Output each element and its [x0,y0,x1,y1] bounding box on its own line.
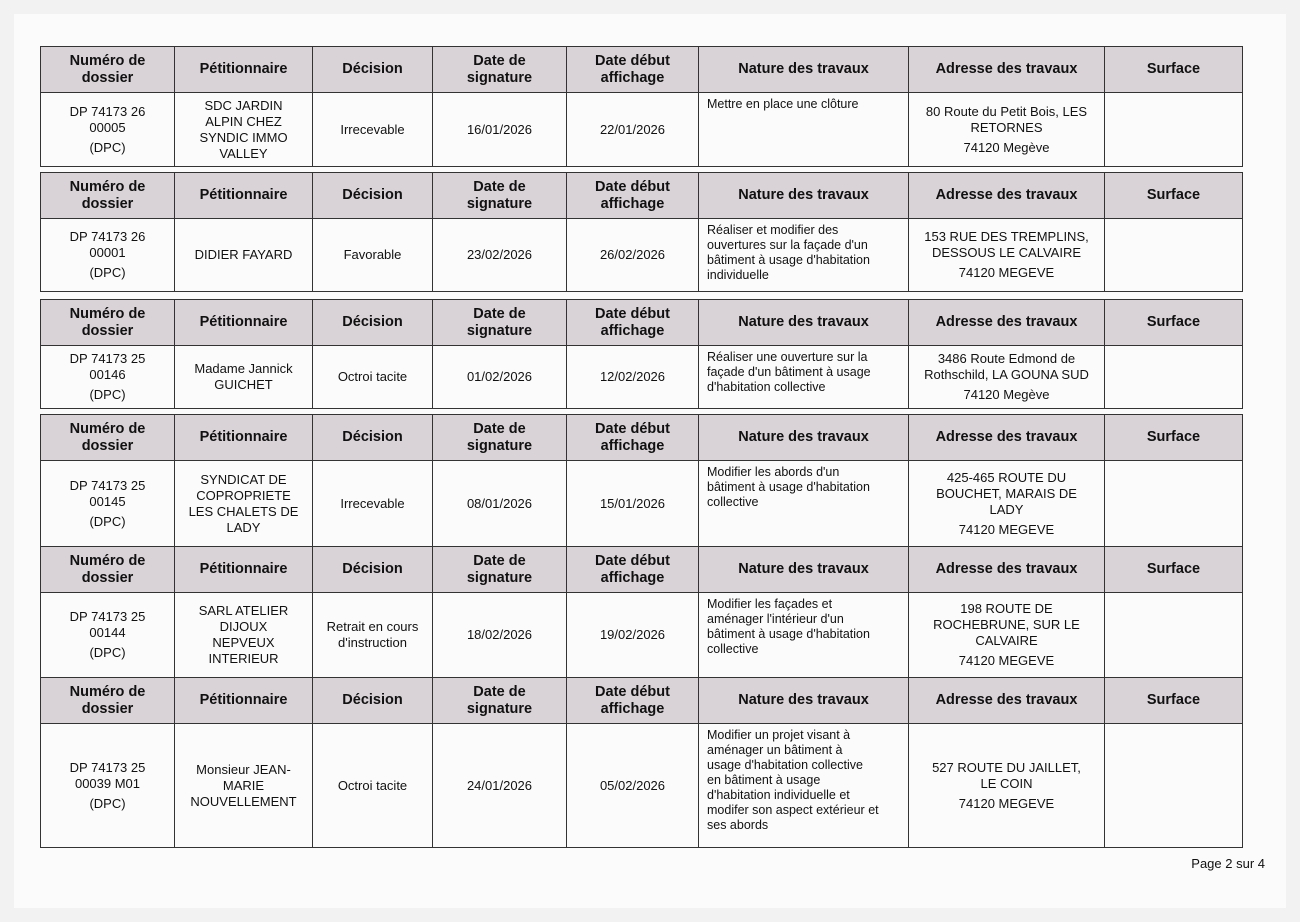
nature-travaux-line: Réaliser et modifier des [707,223,839,237]
table-header-row [41,300,1243,346]
nature-travaux-line: en bâtiment à usage [707,773,821,787]
header-label: Pétitionnaire [199,314,288,330]
header-date-affichage [567,173,699,219]
petitionnaire-line: SDC JARDIN [204,97,283,113]
dossier-number-line: DP 74173 26 [69,103,146,119]
decision-line: Favorable [343,247,402,262]
date-signature: 08/01/2026 [433,461,567,547]
header-date-signature [433,47,567,93]
adresse-travaux [909,461,1105,547]
nature-travaux-line: bâtiment à usage d'habitation [707,627,870,641]
petitionnaire-line: SYNDIC IMMO [199,129,288,145]
header-label: Adresse des travaux [935,61,1078,77]
header-label: Adresse des travaux [935,187,1078,203]
nature-travaux-line: Modifier les façades et [707,597,833,611]
nature-travaux-line: ses abords [707,818,769,832]
permit-record-table [40,677,1243,848]
dossier-number [41,461,175,547]
nature-travaux-line: ouvertures sur la façade d'un [707,238,868,252]
header-label: dossier [81,569,134,586]
decision-line: Irrecevable [340,495,405,511]
header-label: Date de [473,52,526,69]
header-label: affichage [600,322,665,339]
table-row [41,724,1243,848]
header-decision [313,547,433,593]
date-affichage: 05/02/2026 [567,724,699,848]
table-row [41,593,1243,678]
header-date-signature [433,415,567,461]
dossier-number-line: DP 74173 25 [69,759,146,775]
header-label: Surface [1146,187,1201,203]
header-label: affichage [600,195,665,212]
decision [313,93,433,167]
header-petitionnaire [175,547,313,593]
header-label: Nature des travaux [738,692,869,708]
petitionnaire-line: DIDIER FAYARD [194,247,293,262]
date-signature: 01/02/2026 [433,346,567,409]
header-numero-dossier [41,173,175,219]
table-row [41,219,1243,292]
dossier-number-line: 00144 [89,625,126,640]
table-header-row [41,47,1243,93]
header-label: dossier [81,195,134,212]
dossier-number-line: DP 74173 25 [69,351,146,366]
header-label: Surface [1146,692,1201,708]
dossier-type: (DPC) [89,513,126,529]
adresse-city: 74120 MEGEVE [958,795,1055,811]
date-signature: 16/01/2026 [433,93,567,167]
adresse-line: LADY [989,501,1024,517]
petitionnaire-line: Monsieur JEAN- [196,761,291,777]
header-label: Décision [342,692,403,708]
header-label: Date début [595,420,670,437]
nature-travaux-line: modifer son aspect extérieur et [707,803,879,817]
decision-line: Octroi tacite [337,777,408,793]
surface [1105,461,1243,547]
header-label: signature [466,437,533,454]
header-surface [1105,47,1243,93]
header-label: Date de [473,178,526,195]
surface [1105,219,1243,292]
decision [313,593,433,678]
nature-travaux-line: Mettre en place une clôture [707,97,859,111]
date-affichage: 12/02/2026 [567,346,699,409]
nature-travaux-line: collective [707,642,759,656]
header-label: Numéro de [69,52,146,69]
header-label: Décision [342,561,403,577]
header-numero-dossier [41,300,175,346]
adresse-line: RETORNES [970,119,1043,135]
header-label: Pétitionnaire [199,561,288,577]
header-label: dossier [81,437,134,454]
header-label: Adresse des travaux [935,314,1078,330]
header-adresse-travaux [909,547,1105,593]
header-label: Décision [342,61,403,77]
header-date-affichage [567,415,699,461]
header-label: affichage [600,437,665,454]
header-label: signature [466,195,533,212]
date-affichage: 26/02/2026 [567,219,699,292]
petitionnaire-line: SARL ATELIER [198,603,289,618]
adresse-line: CALVAIRE [975,633,1038,648]
petitionnaire [175,461,313,547]
petitionnaire-line: VALLEY [219,145,268,161]
header-adresse-travaux [909,173,1105,219]
dossier-number [41,219,175,292]
header-nature-travaux [699,300,909,346]
permit-record-table [40,46,1243,167]
page-number: Page 2 sur 4 [1191,856,1265,871]
dossier-type: (DPC) [89,387,126,402]
adresse-travaux [909,346,1105,409]
header-date-affichage [567,678,699,724]
dossier-number-line: DP 74173 25 [69,477,146,493]
nature-travaux [699,219,909,292]
petitionnaire-line: SYNDICAT DE [200,471,287,487]
header-label: Nature des travaux [738,187,869,203]
header-label: Adresse des travaux [935,692,1078,708]
header-petitionnaire [175,415,313,461]
header-surface [1105,173,1243,219]
petitionnaire-line: DIJOUX [219,619,268,634]
header-label: Nature des travaux [738,429,869,445]
header-decision [313,415,433,461]
header-label: Numéro de [69,420,146,437]
dossier-number-line: 00146 [89,367,126,382]
header-label: dossier [81,69,134,86]
header-label: Surface [1146,314,1201,330]
table-row [41,93,1243,167]
adresse-line: Rothschild, LA GOUNA SUD [924,367,1089,382]
header-petitionnaire [175,300,313,346]
adresse-line: 425-465 ROUTE DU [946,469,1067,485]
adresse-line: 153 RUE DES TREMPLINS, [924,229,1089,244]
decision [313,724,433,848]
header-label: Date de [473,420,526,437]
nature-travaux [699,593,909,678]
header-label: Date de [473,305,526,322]
nature-travaux-line: bâtiment à usage d'habitation [707,480,870,494]
nature-travaux-line: Modifier un projet visant à [707,728,851,742]
header-petitionnaire [175,47,313,93]
dossier-type: (DPC) [89,139,126,155]
header-label: Date début [595,305,670,322]
header-label: Décision [342,429,403,445]
header-decision [313,47,433,93]
surface [1105,724,1243,848]
adresse-line: 3486 Route Edmond de [937,351,1076,366]
header-surface [1105,547,1243,593]
header-label: Surface [1146,561,1201,577]
nature-travaux-line: bâtiment à usage d'habitation [707,253,870,267]
header-label: Surface [1146,61,1201,77]
nature-travaux-line: collective [707,495,759,509]
header-label: Date début [595,683,670,700]
header-date-signature [433,678,567,724]
header-adresse-travaux [909,300,1105,346]
adresse-city: 74120 Megève [963,139,1050,155]
header-label: Numéro de [69,305,146,322]
header-label: signature [466,69,533,86]
adresse-line: 527 ROUTE DU JAILLET, [932,759,1081,775]
nature-travaux-line: aménager l'intérieur d'un [707,612,844,626]
adresse-line: 198 ROUTE DE [960,601,1053,616]
header-label: Nature des travaux [738,61,869,77]
decision-line: Irrecevable [340,121,405,137]
header-label: Numéro de [69,683,146,700]
dossier-type: (DPC) [89,265,126,280]
adresse-city: 74120 MEGEVE [958,521,1055,537]
dossier-number-line: 00145 [89,493,126,509]
petitionnaire [175,593,313,678]
petitionnaire [175,724,313,848]
header-adresse-travaux [909,47,1105,93]
dossier-number-line: DP 74173 25 [69,609,146,624]
petitionnaire-line: NEPVEUX [212,635,275,650]
decision-line: Octroi tacite [337,369,408,384]
header-label: Surface [1146,429,1201,445]
header-numero-dossier [41,547,175,593]
permit-record-table [40,172,1243,292]
permit-record-table [40,299,1243,409]
petitionnaire [175,346,313,409]
petitionnaire-line: Madame Jannick [194,361,293,376]
nature-travaux-line: Réaliser une ouverture sur la [707,350,868,364]
header-label: signature [466,322,533,339]
header-label: Adresse des travaux [935,561,1078,577]
decision [313,461,433,547]
decision-line: Retrait en cours [326,619,419,634]
adresse-line: DESSOUS LE CALVAIRE [931,245,1082,260]
petitionnaire-line: INTERIEUR [208,651,279,666]
date-signature: 18/02/2026 [433,593,567,678]
petitionnaire-line: NOUVELLEMENT [190,793,297,809]
header-label: Pétitionnaire [199,61,288,77]
header-petitionnaire [175,173,313,219]
dossier-number-line: 00039 M01 [74,775,141,791]
adresse-travaux [909,593,1105,678]
header-nature-travaux [699,47,909,93]
header-label: Décision [342,314,403,330]
header-surface [1105,415,1243,461]
header-label: affichage [600,69,665,86]
surface [1105,593,1243,678]
header-date-affichage [567,547,699,593]
header-nature-travaux [699,415,909,461]
header-surface [1105,678,1243,724]
adresse-line: BOUCHET, MARAIS DE [936,485,1077,501]
date-signature: 24/01/2026 [433,724,567,848]
header-label: Pétitionnaire [199,187,288,203]
petitionnaire-line: LADY [226,519,261,535]
permit-record-table [40,546,1243,678]
petitionnaire-line: GUICHET [214,377,273,392]
header-decision [313,173,433,219]
header-label: Date de [473,552,526,569]
header-date-affichage [567,300,699,346]
surface [1105,346,1243,409]
header-label: signature [466,700,533,717]
table-header-row [41,173,1243,219]
adresse-line: LE COIN [980,775,1033,791]
surface [1105,93,1243,167]
header-adresse-travaux [909,678,1105,724]
nature-travaux-line: façade d'un bâtiment à usage [707,365,871,379]
header-date-signature [433,300,567,346]
petitionnaire [175,93,313,167]
adresse-travaux [909,93,1105,167]
adresse-city: 74120 Megève [963,387,1050,402]
date-affichage: 22/01/2026 [567,93,699,167]
header-adresse-travaux [909,415,1105,461]
adresse-city: 74120 MEGEVE [958,653,1055,668]
header-label: Numéro de [69,552,146,569]
petitionnaire-line: MARIE [222,777,265,793]
header-label: Numéro de [69,178,146,195]
adresse-city: 74120 MEGEVE [958,265,1055,280]
header-decision [313,678,433,724]
header-numero-dossier [41,47,175,93]
petitionnaire-line: COPROPRIETE [196,487,291,503]
header-label: Adresse des travaux [935,429,1078,445]
header-decision [313,300,433,346]
petitionnaire-line: LES CHALETS DE [188,503,299,519]
header-petitionnaire [175,678,313,724]
dossier-number [41,593,175,678]
table-row [41,346,1243,409]
header-numero-dossier [41,415,175,461]
nature-travaux [699,93,909,167]
table-header-row [41,678,1243,724]
adresse-travaux [909,219,1105,292]
header-label: signature [466,569,533,586]
header-label: Pétitionnaire [199,429,288,445]
header-date-signature [433,173,567,219]
dossier-number-line: 00001 [89,245,126,260]
table-row [41,461,1243,547]
table-header-row [41,547,1243,593]
decision [313,346,433,409]
nature-travaux-line: individuelle [707,268,769,282]
dossier-number [41,93,175,167]
header-label: Pétitionnaire [199,692,288,708]
header-nature-travaux [699,547,909,593]
header-label: Décision [342,187,403,203]
nature-travaux-line: Modifier les abords d'un [707,465,840,479]
dossier-number-line: DP 74173 26 [69,229,146,244]
date-signature: 23/02/2026 [433,219,567,292]
header-label: dossier [81,322,134,339]
decision-line: d'instruction [338,635,407,650]
nature-travaux [699,346,909,409]
dossier-number [41,346,175,409]
header-date-affichage [567,47,699,93]
adresse-travaux [909,724,1105,848]
dossier-type: (DPC) [89,645,126,660]
header-numero-dossier [41,678,175,724]
header-label: Nature des travaux [738,314,869,330]
adresse-line: 80 Route du Petit Bois, LES [925,103,1088,119]
nature-travaux-line: usage d'habitation collective [707,758,863,772]
petitionnaire-line: ALPIN CHEZ [205,113,282,129]
date-affichage: 19/02/2026 [567,593,699,678]
date-affichage: 15/01/2026 [567,461,699,547]
nature-travaux-line: d'habitation collective [707,380,826,394]
header-label: Date début [595,52,670,69]
nature-travaux-line: aménager un bâtiment à [707,743,843,757]
decision [313,219,433,292]
header-label: Date début [595,552,670,569]
nature-travaux-line: d'habitation individuelle et [707,788,850,802]
header-surface [1105,300,1243,346]
petitionnaire [175,219,313,292]
header-nature-travaux [699,678,909,724]
header-nature-travaux [699,173,909,219]
header-label: affichage [600,569,665,586]
dossier-type: (DPC) [89,795,126,811]
permit-record-table [40,414,1243,547]
header-label: Date début [595,178,670,195]
adresse-line: ROCHEBRUNE, SUR LE [933,617,1080,632]
header-label: affichage [600,700,665,717]
table-header-row [41,415,1243,461]
dossier-number-line: 00005 [89,119,126,135]
header-label: dossier [81,700,134,717]
dossier-number [41,724,175,848]
nature-travaux [699,724,909,848]
header-label: Nature des travaux [738,561,869,577]
header-date-signature [433,547,567,593]
nature-travaux [699,461,909,547]
header-label: Date de [473,683,526,700]
